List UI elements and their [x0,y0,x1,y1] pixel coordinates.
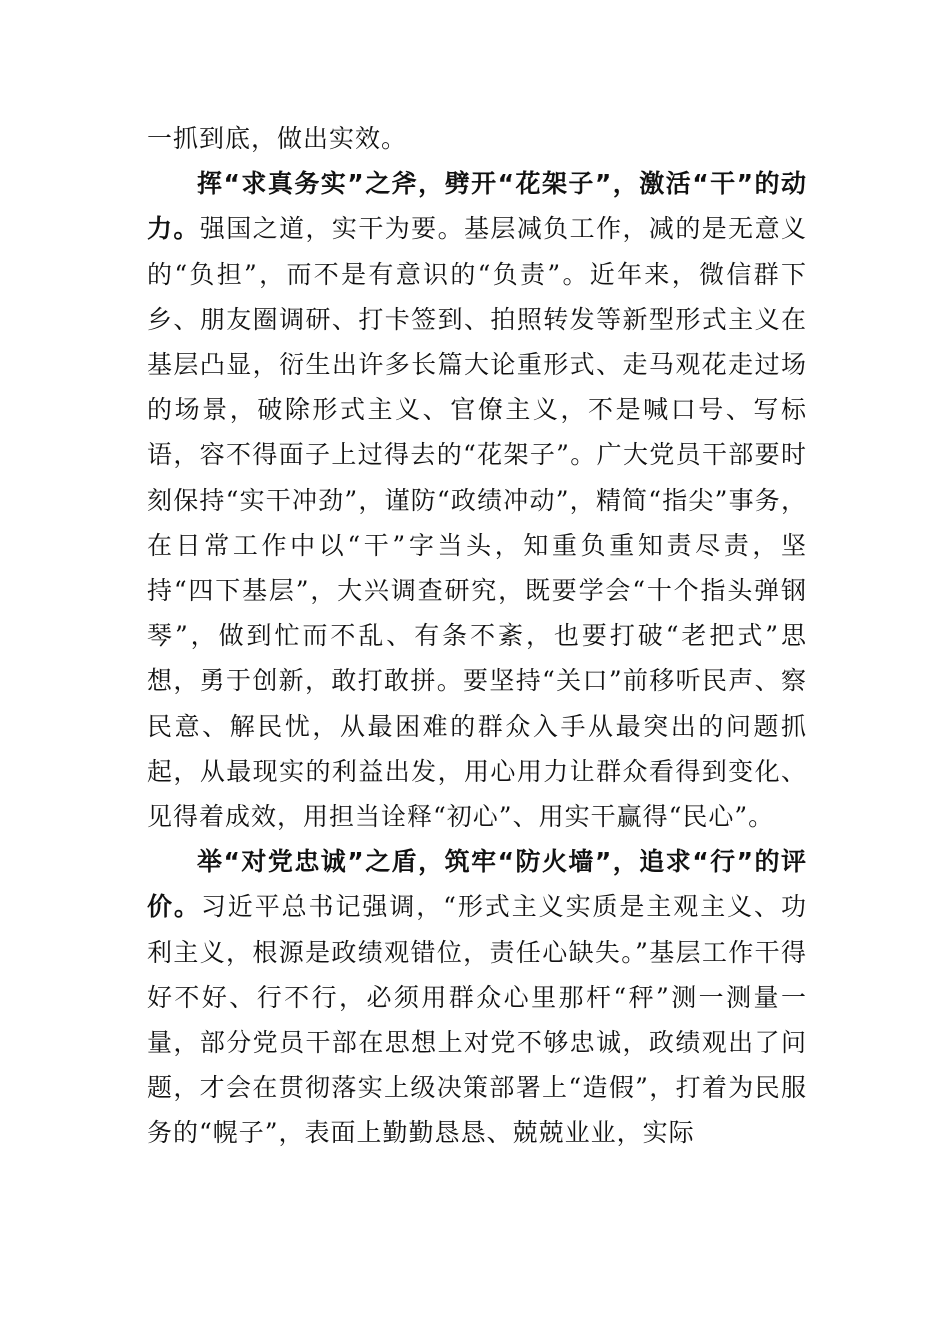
paragraph-practical-work [147,161,807,839]
paragraph-text: 一抓到底，做出实效。 [147,124,408,153]
paragraph-loyalty [147,839,807,1155]
paragraph-heading: 挥“求真务实”之斧，劈开“花架子”，激活“干”的动力。 [147,169,807,244]
paragraph-text: 习近平总书记强调，“形式主义实质是主观主义、功利主义，根源是政绩观错位，责任心缺失。”基层工作干得好不好、行不行，必须用群众心里那杆“秤”测一测量一量，部分党员干部在思想上对党不够忠诚，政绩观出了问题，才会在贯彻落实上级决策部署上“造假”，打着为民服务的“幌子”，表面上勤勤恳恳、兢兢业业，实际 [147,892,807,1148]
paragraph-text: 强国之道，实干为要。基层减负工作，减的是无意义的“负担”，而不是有意识的“负责”。近年来，微信群下乡、朋友圈调研、打卡签到、拍照转发等新型形式主义在基层凸显，衍生出许多长篇大论重形式、走马观花走过场的场景，破除形式主义、官僚主义，不是喊口号、写标语，容不得面子上过得去的“花架子”。广大党员干部要时刻保持“实干冲劲”，谨防“政绩冲动”，精简“指尖”事务，在日常工作中以“干”字当头，知重负重知责尽责，坚持“四下基层”，大兴调查研究，既要学会“十个指头弹钢琴”，做到忙而不乱、有条不紊，也要打破“老把式”思想，勇于创新，敢打敢拼。要坚持“关口”前移听民声、察民意、解民忧，从最困难的群众入手从最突出的问题抓起，从最现实的利益出发，用心用力让群众看得到变化、见得着成效，用担当诠释“初心”、用实干赢得“民心”。 [147,214,807,832]
document-body [147,116,807,1156]
paragraph-heading: 举“对党忠诚”之盾，筑牢“防火墙”，追求“行”的评价。 [147,847,807,922]
paragraph-continuation [147,116,807,161]
